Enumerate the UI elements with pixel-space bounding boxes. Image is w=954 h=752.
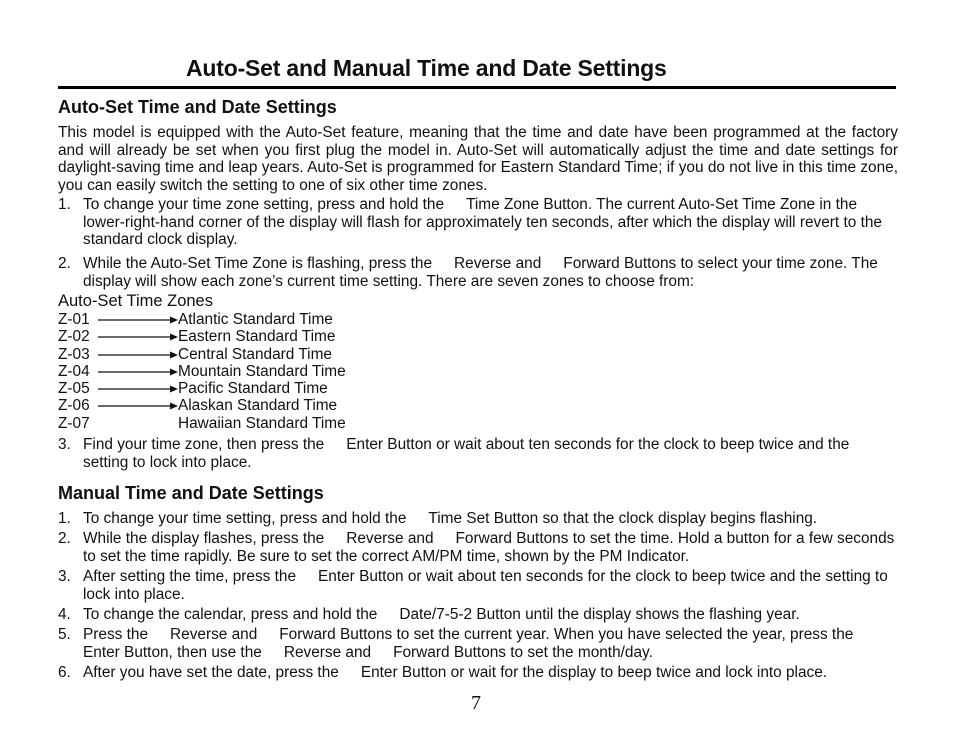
arrow-right-icon: [98, 315, 178, 325]
step-text: Reverse and: [170, 626, 258, 643]
step-text: While the Auto-Set Time Zone is flashing, press the: [83, 255, 433, 272]
step-number: 5.: [58, 626, 71, 643]
step-text: Forward Buttons to select your time zone. The display will show each zone’s current time setting. There are seven zones to choose from:: [83, 255, 878, 290]
arrow-right-icon: [98, 367, 178, 377]
step-number: 3.: [58, 568, 71, 585]
zone-code: Z-07: [58, 414, 90, 432]
step-text: After you have set the date, press the: [83, 664, 339, 681]
zone-code: Z-04: [58, 362, 90, 380]
step-text: Reverse and: [346, 530, 434, 547]
zone-name: Mountain Standard Time: [178, 362, 346, 380]
zone-code: Z-05: [58, 380, 90, 398]
step-text: Reverse and: [283, 643, 372, 661]
step-text: After setting the time, press the: [83, 568, 297, 585]
manual-step-2: [58, 530, 898, 565]
autoset-step-1: [58, 196, 898, 249]
step-text: Enter Button or wait about ten seconds for the clock to beep twice and the setting to lock into place.: [83, 436, 850, 471]
zone-name: Hawaiian Standard Time: [178, 414, 346, 432]
step-text: Time Set Button so that the clock display begins flashing.: [428, 510, 818, 527]
page-title: Auto-Set and Manual Time and Date Settings: [186, 55, 667, 81]
step-text: To change your time setting, press and hold the: [83, 510, 407, 527]
manual-step-1: [58, 510, 898, 528]
title-rule: [58, 86, 896, 89]
step-number: 6.: [58, 664, 71, 681]
zone-name: Alaskan Standard Time: [178, 397, 338, 415]
step-text: To change your time zone setting, press and hold the: [83, 196, 445, 213]
arrow-right-icon: [98, 332, 178, 342]
arrow-right-icon: [98, 384, 178, 394]
page-number: 7: [471, 692, 481, 714]
step-text: Forward Buttons to set the month/day.: [393, 643, 653, 661]
step-number: 2.: [58, 255, 71, 272]
manual-step-4: [58, 606, 898, 624]
zone-name: Central Standard Time: [178, 345, 332, 363]
manual-step-5: [58, 626, 898, 661]
zone-name: Eastern Standard Time: [178, 328, 336, 346]
zone-name: Atlantic Standard Time: [178, 311, 333, 328]
step-text: Enter Button or wait for the display to beep twice and lock into place.: [360, 664, 828, 681]
step-text: Date/7-5-2 Button until the display shows the flashing year.: [399, 606, 800, 623]
step-number: 4.: [58, 606, 71, 623]
step-text: Reverse and: [454, 255, 542, 272]
autoset-step-3: [58, 436, 898, 471]
step-number: 2.: [58, 530, 71, 547]
step-number: 3.: [58, 436, 71, 453]
step-text: Enter Button, then use the: [83, 643, 262, 661]
arrow-right-icon: [98, 350, 178, 360]
autoset-step-2: [58, 255, 898, 290]
step-text: Forward Buttons to set the current year. When you have selected the year, press the: [279, 626, 854, 643]
manual-step-6: [58, 664, 898, 682]
arrow-right-icon: [98, 401, 178, 411]
step-text: Press the: [83, 626, 149, 643]
step-text: Time Zone Button. The current Auto-Set Time Zone in the lower-right-hand corner of the display will flash for approximately ten seconds, after which the display will revert to the standard clock display.: [83, 196, 882, 249]
zone-code: Z-01: [58, 311, 90, 328]
step-text: While the display flashes, press the: [83, 530, 325, 547]
zone-code: Z-06: [58, 397, 90, 415]
zone-code: Z-02: [58, 328, 90, 346]
step-number: 1.: [58, 196, 71, 213]
autoset-heading: Auto-Set Time and Date Settings: [58, 97, 337, 117]
zones-heading: Auto-Set Time Zones: [58, 292, 213, 310]
manual-heading: Manual Time and Date Settings: [58, 483, 324, 503]
step-text: Find your time zone, then press the: [83, 436, 325, 453]
step-number: 1.: [58, 510, 71, 527]
step-text: To change the calendar, press and hold the: [83, 606, 378, 623]
zone-name: Pacific Standard Time: [178, 380, 328, 398]
step-text: Forward Buttons to set the time. Hold a button for a few seconds to set the time rapidly. Be sure to set the correct AM/PM time, shown by the PM Indicator.: [83, 530, 895, 565]
zone-code: Z-03: [58, 345, 90, 363]
manual-step-3: [58, 568, 898, 603]
autoset-intro: This model is equipped with the Auto-Set feature, meaning that the time and date have been programmed at the factory and will already be set when you first plug the model in. Auto-Set will automatically adjust the time and date settings for daylight-saving time and leap years. Auto-Set is programmed for Eastern Standard Time; if you do not live in this time zone, you can easily switch the setting to one of six other time zones.: [58, 124, 898, 194]
step-text: Enter Button or wait about ten seconds for the clock to beep twice and the setting to lock into place.: [83, 568, 888, 603]
